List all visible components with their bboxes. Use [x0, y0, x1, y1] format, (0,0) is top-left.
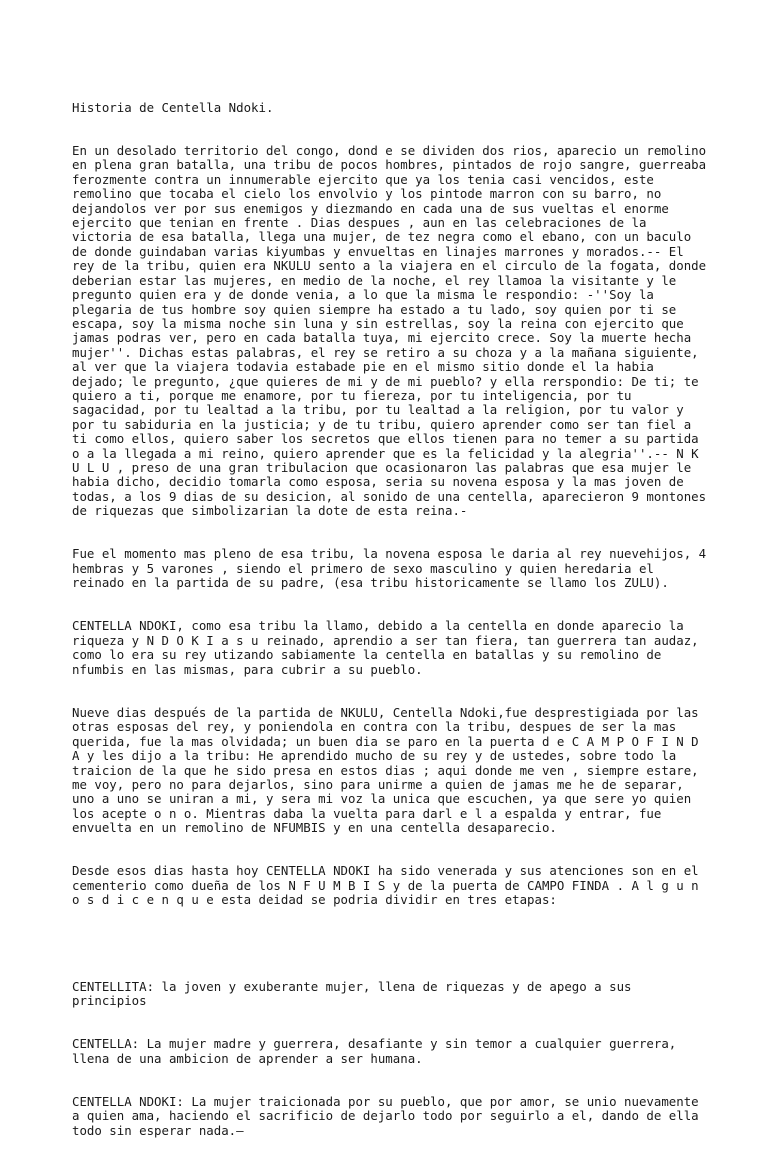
paragraph-veneration: Desde esos dias hasta hoy CENTELLA NDOKI ha sido venerada y sus atenciones son en el cementerio como dueña de los N F U M B I S y de la puerta de CAMPO FINDA . A l g u n o s d i c e n q u e esta deidad se podria dividir en tres etapas: — [72, 863, 707, 908]
paragraph-centella-ndoki-name: CENTELLA NDOKI, como esa tribu la llamo, debido a la centella en donde aparecio la riqueza y N D O K I a s u reinado, aprendio a ser tan fiera, tan guerrera tan audaz, como lo era su rey utizando sabiamente la centella en batallas y su remolino de nfumbis en las mismas, para cubrir a su pueblo. — [72, 618, 707, 677]
stage-centella: CENTELLA: La mujer madre y guerrera, desafiante y sin temor a cualquier guerrera, llena de una ambicion de aprender a ser humana. — [72, 1036, 684, 1066]
document-page — [72, 72, 712, 1152]
paragraph-nine-children: Fue el momento mas pleno de esa tribu, la novena esposa le daria al rey nuevehijos, 4 hembras y 5 varones , siendo el primero de sexo masculino y quien heredaria el reinado en la partida de su padre, (esa tribu historicamente se llamo los ZULU). — [72, 546, 714, 591]
paragraph-spacer — [72, 936, 712, 950]
stage-centella-ndoki: CENTELLA NDOKI: La mujer traicionada por su pueblo, que por amor, se unio nuevamente a quien ama, haciendo el sacrificio de dejarlo todo por seguirlo a el, dando de ella todo sin esperar nada.— — [72, 1093, 707, 1138]
stage-centellita: CENTELLITA: la joven y exuberante mujer, llena de riquezas y de apego a sus principios — [72, 978, 639, 1008]
paragraph-betrayal: Nueve dias después de la partida de NKULU, Centella Ndoki,fue desprestigiada por las otras esposas del rey, y poniendola en contra con la tribu, despues de ser la mas querida, fue la mas olvidada; un buen dia se paro en la puerta d e C A M P O F I N D A y les dijo a la tribu: He aprendido mucho de su rey y de ustedes, sobre todo la traicion de la que he sido presa en estos dias ; aqui donde me ven , siempre estare, me voy, pero no para dejarlos, sino para unirme a quien de jamas me he de separar, uno a uno se uniran a mi, y sera mi voz la unica que escuchen, ya que sere yo quien los acepte o n o. Mientras daba la vuelta para darl e l a espalda y entrar, fue envuelta en un remolino de NFUMBIS y en una centella desaparecio. — [72, 704, 707, 836]
paragraph-origin-story: En un desolado territorio del congo, dond e se dividen dos rios, aparecio un remolino en plena gran batalla, una tribu de pocos hombres, pintados de rojo sangre, guerreaba ferozmente contra un innumerable ejercito que ya los tenia casi vencidos, este remolino que tocaba el cielo los envolvio y los pintode marron con su barro, no dejandolos ver por sus enemigos y diezmando en cada una de sus vueltas el enorme ejercito que tenian en frente . Dias despues , aun en las celebraciones de la victoria de esa batalla, llega una mujer, de tez negra como el ebano, con un baculo de donde guindaban varias kiyumbas y envueltas en linajes marrones y morados.-- El rey de la tribu, quien era NKULU sento a la viajera en el circulo de la fogata, donde deberian estar las mujeres, en medio de la noche, el rey llamoa la visitante y le pregunto quien era y de donde venia, a lo que la misma le respondio: -''Soy la plegaria de tus hombre soy quien siempre ha estado a tu lado, soy quien por ti se escapa, soy la misma noche sin luna y sin estrellas, soy la reina con ejercito que jamas podras ver, pero en cada batalla tuya, mi ejercito crece. Soy la muerte hecha mujer''. Dichas estas palabras, el rey se retiro a su choza y a la mañana siguiente, al ver que la viajera todavia estabade pie en el mismo sitio donde el la habia dejado; le pregunto, ¿que quieres de mi y de mi pueblo? y ella rerspondio: De ti; te quiero a ti, porque me enamore, por tu fiereza, por tu inteligencia, por tu sagacidad, por tu lealtad a la tribu, por tu lealtad a la religion, por tu valor y por tu sabiduria en la justicia; y de tu tribu, quiero aprender como ser tan fiel a ti como ellos, quiero saber los secretos que ellos tienen para no temer a su partida o a la llegada a mi reino, quiero aprender que es la felicidad y la alegria''.-- N K U L U , preso de una gran tribulacion que ocasionaron las palabras que esa mujer le habia dicho, decidio tomarla como esposa, seria su novena esposa y la mas joven de todas, a los 9 dias de su desicion, al sonido de una centella, aparecieron 9 montones de riquezas que simbolizarian la dote de esta reina.- — [72, 143, 714, 519]
document-title: Historia de Centella Ndoki. — [72, 99, 274, 115]
